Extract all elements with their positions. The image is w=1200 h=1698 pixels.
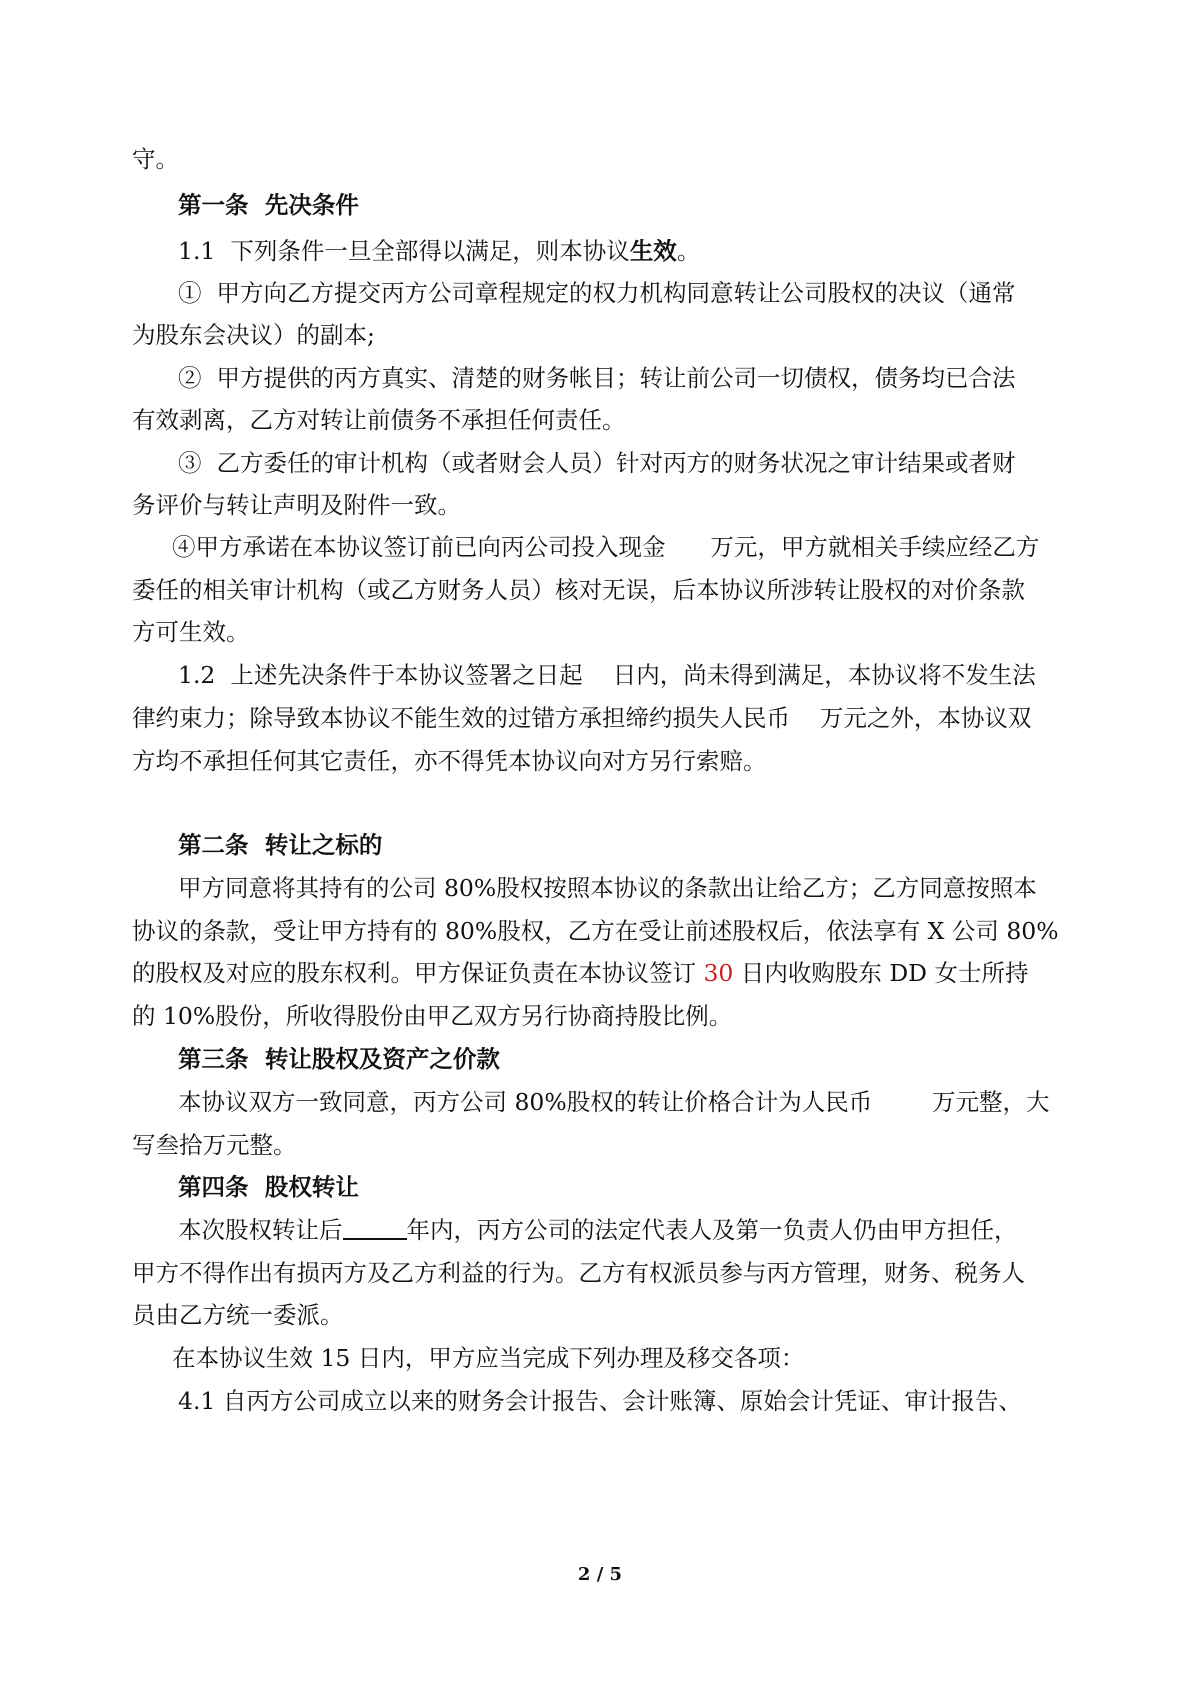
article-2-line-3 — [132, 956, 1028, 990]
article-1-title: 第一条 先决条件 — [178, 191, 359, 219]
clause-1-2-line-2: 律约束力；除导致本协议不能生效的过错方承担缔约损失人民币 万元之外，本协议双 — [132, 704, 1032, 732]
condition-1-line-2: 为股东会决议）的副本; — [132, 321, 375, 349]
condition-3-line-1: ③ 乙方委任的审计机构（或者财会人员）针对丙方的财务状况之审计结果或者财 — [178, 449, 1016, 477]
condition-4-line-1: ④甲方承诺在本协议签订前已向丙公司投入现金 万元，甲方就相关手续应经乙方 — [172, 533, 1040, 561]
article-4-line-2: 甲方不得作出有损丙方及乙方利益的行为。乙方有权派员参与丙方管理，财务、税务人 — [132, 1259, 1025, 1287]
article-4-line-1 — [178, 1213, 1018, 1247]
clause-1-2-line-1: 1.2 上述先决条件于本协议签署之日起 日内，尚未得到满足，本协议将不发生法 — [178, 661, 1036, 689]
article-4-title: 第四条 股权转让 — [178, 1173, 359, 1201]
highlighted-days: 30 — [703, 959, 734, 987]
article-4-line-5: 4.1 自丙方公司成立以来的财务会计报告、会计账簿、原始会计凭证、审计报告、 — [178, 1387, 1022, 1415]
article-2-line-3-b: 日内收购股东 DD 女士所持 — [733, 959, 1029, 987]
article-2-line-4: 的 10%股份，所收得股份由甲乙双方另行协商持股比例。 — [132, 1002, 733, 1030]
article-2-line-2: 协议的条款，受让甲方持有的 80%股权，乙方在受让前述股权后，依法享有 X 公司 80% — [132, 917, 1059, 945]
article-2-title: 第二条 转让之标的 — [178, 831, 383, 859]
clause-1-2-line-3: 方均不承担任何其它责任，亦不得凭本协议向对方另行索赔。 — [132, 747, 767, 775]
clause-1-1 — [178, 234, 700, 268]
article-4-line-4: 在本协议生效 15 日内，甲方应当完成下列办理及移交各项： — [172, 1344, 805, 1372]
condition-2-line-2: 有效剥离，乙方对转让前债务不承担任何责任。 — [132, 406, 626, 434]
clause-1-1-bold: 生效 — [629, 237, 677, 265]
condition-1-line-1: ① 甲方向乙方提交丙方公司章程规定的权力机构同意转让公司股权的决议（通常 — [178, 279, 1016, 307]
article-2-line-1: 甲方同意将其持有的公司 80%股权按照本协议的条款出让给乙方；乙方同意按照本 — [178, 874, 1037, 902]
fill-in-blank — [343, 1218, 407, 1240]
condition-2-line-1: ② 甲方提供的丙方真实、清楚的财务帐目；转让前公司一切债权，债务均已合法 — [178, 364, 1016, 392]
article-3-line-2: 写叁拾万元整。 — [132, 1131, 297, 1159]
article-2-line-3-a: 的股权及对应的股东权利。甲方保证负责在本协议签订 — [132, 959, 704, 987]
condition-4-line-3: 方可生效。 — [132, 618, 250, 646]
text-line: 守。 — [132, 145, 179, 173]
article-3-line-1: 本协议双方一致同意，丙方公司 80%股权的转让价格合计为人民币 万元整，大 — [178, 1088, 1050, 1116]
article-4-line-1-b: 年内，丙方公司的法定代表人及第一负责人仍由甲方担任， — [406, 1216, 1018, 1244]
clause-1-1-end: 。 — [676, 237, 701, 265]
article-3-title: 第三条 转让股权及资产之价款 — [178, 1045, 500, 1073]
article-4-line-1-a: 本次股权转让后 — [178, 1216, 343, 1244]
clause-1-1-text: 1.1 下列条件一旦全部得以满足，则本协议 — [178, 237, 630, 265]
condition-4-line-2: 委任的相关审计机构（或乙方财务人员）核对无误，后本协议所涉转让股权的对价条款 — [132, 576, 1025, 604]
page-number: 2 / 5 — [577, 1564, 623, 1585]
condition-3-line-2: 务评价与转让声明及附件一致。 — [132, 491, 461, 519]
article-4-line-3: 员由乙方统一委派。 — [132, 1301, 344, 1329]
